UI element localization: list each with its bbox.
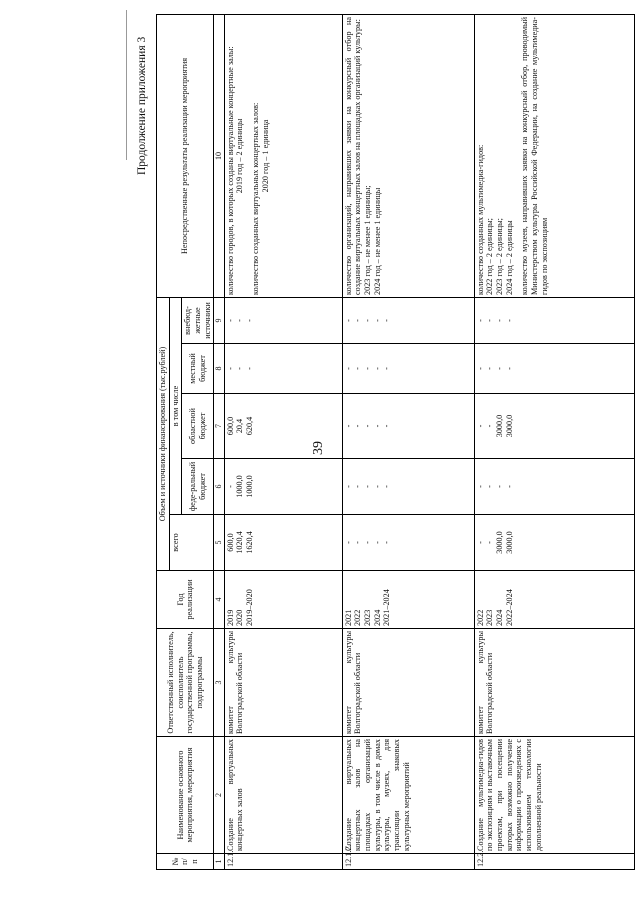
- year: 2023: [485, 609, 495, 626]
- value: -: [382, 319, 392, 322]
- header-federal: феде-ральный бюджет: [182, 459, 214, 515]
- value: -: [225, 319, 235, 322]
- row-executor: комитет культуры Волгоградской области: [224, 629, 342, 737]
- colnum: 3: [214, 629, 224, 737]
- continuation-label: Продолжение приложения 3: [136, 36, 148, 175]
- result-text: 2022 год – 2 единицы;: [485, 218, 495, 295]
- row-federal: [474, 459, 634, 515]
- value: -: [504, 485, 514, 488]
- header-year: Год реализации: [157, 571, 214, 629]
- value: 600,0: [225, 533, 235, 552]
- year: 2020: [235, 609, 245, 626]
- result-text: количество организаций, направивших заявки на конкурсный отбор на создание виртуальных концертных залов на площадках организаций культуры:: [343, 16, 363, 295]
- value: 1000,0: [235, 475, 245, 498]
- header-num: № п/п: [157, 854, 214, 870]
- row-regional: [342, 394, 474, 459]
- value: -: [225, 367, 235, 370]
- row-number: 12.1.: [224, 854, 342, 870]
- row-extra: [474, 297, 634, 343]
- colnum: 5: [214, 515, 224, 571]
- row-regional: [224, 394, 342, 459]
- value: -: [495, 319, 505, 322]
- value: -: [382, 541, 392, 544]
- value: -: [504, 367, 514, 370]
- value: -: [363, 367, 373, 370]
- row-total: [342, 515, 474, 571]
- value: -: [343, 541, 353, 544]
- header-local: местный бюджет: [182, 344, 214, 394]
- value: 3000,0: [504, 414, 514, 438]
- row-results: [342, 14, 474, 297]
- value: 1620,4: [245, 531, 255, 554]
- year: 2022: [475, 609, 485, 626]
- header-regional: областной бюджет: [182, 394, 214, 459]
- funding-table: [156, 14, 635, 870]
- value: -: [372, 485, 382, 488]
- row-number: 12.2.: [474, 854, 634, 870]
- value: -: [475, 367, 485, 370]
- row-name: Создание виртуальных концертных залов: [224, 737, 342, 854]
- row-executor: комитет культуры Волгоградской области: [474, 629, 634, 737]
- value: -: [382, 424, 392, 428]
- colnum: 2: [214, 737, 224, 854]
- result-text: 2023 год – 2 единицы;: [495, 218, 505, 295]
- value: 3000,0: [495, 531, 505, 554]
- value: -: [372, 367, 382, 370]
- value: -: [485, 319, 495, 322]
- colnum: 1: [214, 854, 224, 870]
- value: -: [372, 319, 382, 322]
- value: 1020,4: [235, 531, 245, 554]
- value: -: [353, 541, 363, 544]
- value: -: [225, 485, 235, 488]
- result-text: 2020 год – 1 единица: [260, 119, 270, 193]
- value: -: [475, 319, 485, 322]
- header-funding: Объем и источники финансирования (тыс.рублей): [157, 297, 170, 570]
- row-local: [342, 344, 474, 394]
- table-row: [224, 14, 342, 869]
- result-text: количество музеев, направивших заявки на конкурсный отбор, проводимый Министерством культуры Российской Федерации, на создание мультимедиа-гидов по экспозициям: [520, 16, 549, 295]
- value: -: [475, 541, 485, 544]
- row-local: [224, 344, 342, 394]
- year: 2021–2024: [382, 589, 392, 626]
- row-name: Создание виртуальных концертных залов на площадках организаций культуры, в том числе в домах культуры, музеях, для трансляции знаковых культурных мероприятий: [342, 737, 474, 854]
- value: -: [353, 424, 363, 428]
- value: -: [475, 424, 485, 428]
- value: -: [504, 319, 514, 322]
- year: 2022: [353, 609, 363, 626]
- table-row: [342, 14, 474, 869]
- value: 600,0: [225, 416, 235, 436]
- row-extra: [342, 297, 474, 343]
- header-results: Непосредственные результаты реализации мероприятия: [157, 14, 214, 297]
- top-edge-mark: [126, 10, 133, 160]
- value: -: [382, 367, 392, 370]
- value: -: [343, 367, 353, 370]
- value: 1000,0: [245, 475, 255, 498]
- year: 2019: [225, 609, 235, 626]
- year: 2024: [372, 609, 382, 626]
- value: 3000,0: [504, 531, 514, 554]
- result-text: количество созданных виртуальных концертных залов:: [251, 102, 261, 295]
- row-extra: [224, 297, 342, 343]
- row-years: [224, 571, 342, 629]
- value: 620,4: [245, 416, 255, 436]
- value: -: [245, 319, 255, 322]
- value: 3000,0: [495, 414, 505, 438]
- value: -: [235, 367, 245, 370]
- result-text: 2023 год – не менее 1 единицы;: [363, 185, 373, 295]
- row-federal: [342, 459, 474, 515]
- page-number: 39: [311, 441, 326, 455]
- row-name: Создание мультимедиа-гидов по экспозициям и выставочным проектам, при посещении которых возможно получение информации о произведениях с использованием технологии дополненной реальности: [474, 737, 634, 854]
- year: 2019–2020: [245, 589, 255, 626]
- value: -: [372, 424, 382, 428]
- value: -: [353, 485, 363, 488]
- value: -: [485, 424, 495, 428]
- year: 2021: [343, 609, 353, 626]
- result-text: 2019 год – 2 единицы: [235, 118, 245, 194]
- header-extra: внебюд-жетные источники: [182, 297, 214, 343]
- value: 20,4: [235, 418, 245, 434]
- row-years: [342, 571, 474, 629]
- row-local: [474, 344, 634, 394]
- value: -: [353, 367, 363, 370]
- row-years: [474, 571, 634, 629]
- year: 2022–2024: [504, 589, 514, 626]
- value: -: [343, 424, 353, 428]
- row-regional: [474, 394, 634, 459]
- value: -: [485, 485, 495, 488]
- row-results: [474, 14, 634, 297]
- colnum: 10: [214, 14, 224, 297]
- year: 2023: [363, 609, 373, 626]
- result-text: количество созданных мультимедиа-гидов:: [475, 144, 485, 295]
- header-executor: Ответственный исполнитель, соисполнитель государственной программы, подпрограммы: [157, 629, 214, 737]
- result-text: количество городов, в которых созданы виртуальные концертные залы:: [225, 46, 235, 295]
- header-name: Наименование основного мероприятия, мероприятия: [157, 737, 214, 854]
- colnum: 9: [214, 297, 224, 343]
- value: -: [343, 319, 353, 322]
- row-total: [474, 515, 634, 571]
- row-federal: [224, 459, 342, 515]
- row-results: [224, 14, 342, 297]
- value: -: [353, 319, 363, 322]
- header-including: в том числе: [169, 297, 182, 514]
- result-text: 2024 год – 2 единицы: [504, 220, 514, 295]
- colnum: 4: [214, 571, 224, 629]
- row-number: 12.1.2.: [342, 854, 474, 870]
- result-text: 2024 год – не менее 1 единицы: [372, 187, 382, 295]
- value: -: [382, 485, 392, 488]
- table-row: [474, 14, 634, 869]
- row-total: [224, 515, 342, 571]
- value: -: [475, 485, 485, 488]
- value: -: [372, 541, 382, 544]
- colnum: 8: [214, 344, 224, 394]
- value: -: [343, 485, 353, 488]
- value: -: [235, 319, 245, 322]
- year: 2024: [495, 609, 505, 626]
- header-total: всего: [169, 515, 214, 571]
- value: -: [485, 367, 495, 370]
- value: -: [495, 485, 505, 488]
- value: -: [495, 367, 505, 370]
- rotated-table-page: [128, 5, 608, 880]
- value: -: [363, 319, 373, 322]
- row-executor: комитет культуры Волгоградской области: [342, 629, 474, 737]
- value: -: [363, 485, 373, 488]
- value: -: [363, 424, 373, 428]
- colnum: 7: [214, 394, 224, 459]
- value: -: [485, 541, 495, 544]
- colnum: 6: [214, 459, 224, 515]
- value: -: [363, 541, 373, 544]
- value: -: [245, 367, 255, 370]
